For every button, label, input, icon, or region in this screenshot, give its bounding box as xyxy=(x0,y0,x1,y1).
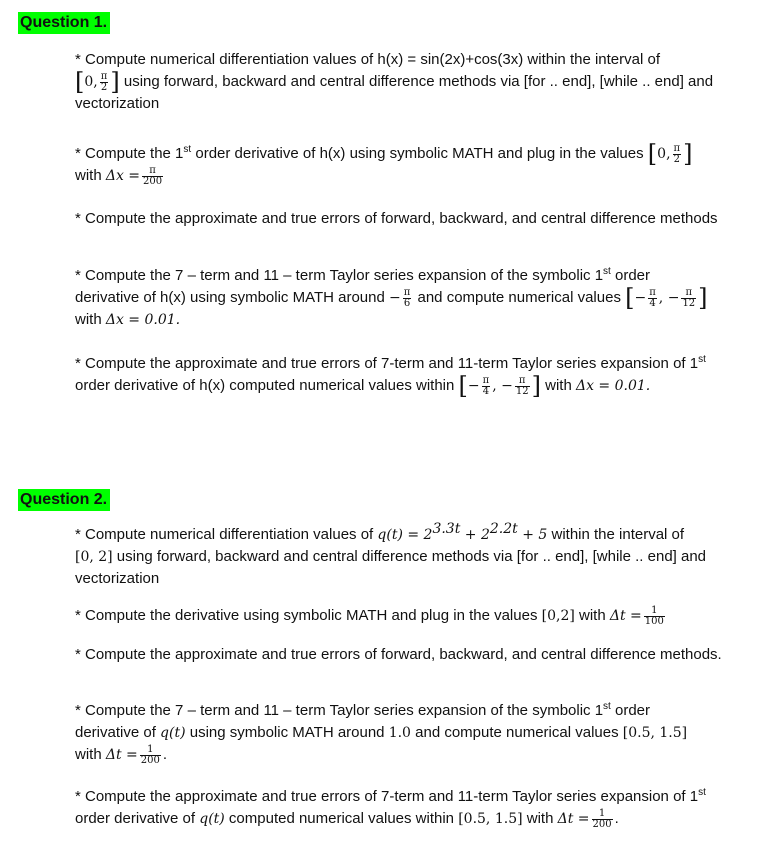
frac-den: 2 xyxy=(100,81,108,93)
q1-bullet-2 xyxy=(75,140,745,187)
q1-b2-left-bracket: [ xyxy=(647,140,658,169)
q1-b3-text: * Compute the approximate and true errors of forward, backward, and central difference methods xyxy=(75,210,718,227)
q1-b1-interval-zero: 0, xyxy=(84,74,98,90)
q2-bullet-5 xyxy=(75,786,745,830)
q1-b2-pi-over-2 xyxy=(673,144,682,165)
q1-b5-pi-over-4 xyxy=(482,376,491,397)
q1-b4-right-bracket: ] xyxy=(698,284,708,313)
q2-b5-line2b: computed numerical values within xyxy=(224,810,459,827)
frac-den: 4 xyxy=(649,297,656,309)
frac-num: π xyxy=(482,374,490,386)
q1-b4-pi-over-6 xyxy=(403,288,412,309)
q2-b5-with: with xyxy=(522,810,558,827)
q2-b2-interval: [0,2] xyxy=(541,608,575,624)
question-2-title: Question 2. xyxy=(18,489,110,511)
q1-b4-pi-over-12 xyxy=(681,288,696,309)
q2-b1-exp2: 2.2t xyxy=(489,521,518,537)
q1-b5-line2a: order derivative of h(x) computed numerical values within xyxy=(75,377,459,394)
q2-b4-1-over-200 xyxy=(140,745,161,766)
q2-b4-dt: Δt = xyxy=(105,747,138,763)
q2-b2-prefix: * Compute the derivative using symbolic MATH and plug in the values xyxy=(75,607,542,624)
q2-b4-line2c: and compute numerical values xyxy=(410,724,623,741)
q1-b5-left-bracket: [ xyxy=(458,372,468,401)
q1-b2-interval-zero: 0, xyxy=(657,146,671,162)
q2-b5-dt: Δt = xyxy=(557,811,590,827)
q1-b1-left-bracket: [ xyxy=(75,68,85,97)
q1-b2-right-bracket: ] xyxy=(683,140,693,169)
q1-b5-iv-minus: − xyxy=(467,378,480,394)
q1-b4-line3: with xyxy=(75,311,106,328)
q2-b4-interval: [0.5, 1.5] xyxy=(622,725,688,741)
frac-num: 1 xyxy=(592,809,613,820)
q2-b4-line2b: using symbolic MATH around xyxy=(185,724,389,741)
q2-b3-text: * Compute the approximate and true errors of forward, backward, and central difference methods. xyxy=(75,646,722,663)
q1-b2-pi-over-200 xyxy=(142,166,163,187)
frac-den: 200 xyxy=(592,818,612,830)
q2-b4-period: . xyxy=(162,746,168,763)
frac-num: π xyxy=(515,376,530,387)
q2-b1-prefix: * Compute numerical differentiation values of xyxy=(75,526,378,543)
q2-b4-around: 1.0 xyxy=(388,725,411,741)
q2-b1-mid: within the interval of xyxy=(547,526,685,543)
q1-b5-right-bracket: ] xyxy=(531,372,541,401)
q1-b2-sup: st xyxy=(183,144,192,155)
frac-den: 4 xyxy=(482,385,490,397)
frac-num: π xyxy=(649,286,656,298)
q1-b4-pi-over-4 xyxy=(648,288,657,309)
q2-b1-suffix: using forward, backward and central difference methods via [for .. end], [while .. end] and vectorization xyxy=(75,548,707,587)
q1-b4-line2a: derivative of h(x) using symbolic MATH around xyxy=(75,289,390,306)
q2-b4-line2a: derivative of xyxy=(75,724,161,741)
q1-bullet-4 xyxy=(75,265,745,331)
q1-b2-mid: order derivative of h(x) using symbolic MATH and plug in the values xyxy=(191,145,648,162)
q2-bullet-3 xyxy=(75,644,745,666)
q1-b4-line2b: and compute numerical values xyxy=(413,289,626,306)
q1-b1-suffix: using forward, backward and central difference methods via [for .. end], [while .. end] and vectorization xyxy=(75,73,714,112)
q2-b1-func: q(t) = 2 xyxy=(377,527,433,543)
frac-num: π xyxy=(681,288,696,299)
q1-b4-line1b: order xyxy=(610,267,651,284)
q2-b5-interval: [0.5, 1.5] xyxy=(458,811,523,827)
q1-b2-with: with xyxy=(75,167,106,184)
q1-b4-dx: Δx = 0.01. xyxy=(105,312,181,328)
q1-b5-sup: st xyxy=(698,354,706,365)
q2-bullet-2 xyxy=(75,605,745,627)
q1-b5-pi-over-12 xyxy=(515,376,530,397)
q1-b4-left-bracket: [ xyxy=(625,284,635,313)
q1-b1-prefix: * Compute numerical differentiation values of h(x) = sin(2x)+cos(3x) within the interval of xyxy=(75,51,660,68)
frac-num: π xyxy=(673,142,681,154)
q1-b1-right-bracket: ] xyxy=(110,68,120,97)
q2-b1-plus1: + 2 xyxy=(460,527,490,543)
q1-b1-pi-over-2 xyxy=(100,72,109,93)
q1-bullet-3 xyxy=(75,208,745,230)
q2-b2-with: with xyxy=(574,607,610,624)
q1-bullet-5 xyxy=(75,353,745,401)
q1-b4-iv-sep: , − xyxy=(658,290,680,306)
frac-den: 200 xyxy=(140,754,160,766)
q1-b5-iv-sep: , − xyxy=(492,378,513,394)
q1-b4-minus: − xyxy=(389,290,401,306)
q1-b4-iv-minus: − xyxy=(634,290,647,306)
q2-b1-interval: [0, 2] xyxy=(75,549,113,565)
q2-b5-sup: st xyxy=(698,787,706,798)
q2-b1-exp1: 3.3t xyxy=(432,521,461,537)
frac-den: 2 xyxy=(673,153,680,165)
frac-num: 1 xyxy=(140,745,161,756)
q1-b2-dx: Δx = xyxy=(105,168,141,184)
frac-den: 200 xyxy=(143,175,163,187)
frac-den: 12 xyxy=(515,385,529,397)
q2-b2-1-over-100 xyxy=(644,606,665,627)
q2-b4-sup: st xyxy=(603,701,611,712)
frac-num: 1 xyxy=(644,606,665,617)
q2-b4-line1a: * Compute the 7 – term and 11 – term Taylor series expansion of the symbolic 1 xyxy=(75,702,604,719)
frac-den: 100 xyxy=(644,615,664,627)
q2-b5-1-over-200 xyxy=(592,809,613,830)
q2-b4-with: with xyxy=(75,746,106,763)
question-1-title: Question 1. xyxy=(18,12,110,34)
q1-b4-sup: st xyxy=(603,266,611,277)
frac-den: 12 xyxy=(682,297,696,309)
q2-b4-line1b: order xyxy=(610,702,651,719)
q2-bullet-1 xyxy=(75,521,745,590)
q2-b1-plus2: + 5 xyxy=(517,527,548,543)
q1-b2-prefix: * Compute the 1 xyxy=(75,145,184,162)
frac-num: π xyxy=(142,166,163,177)
q2-bullet-4 xyxy=(75,700,745,766)
q2-b5-line1a: * Compute the approximate and true errors of 7-term and 11-term Taylor series expansion of 1 xyxy=(75,788,699,805)
q2-b4-func: q(t) xyxy=(160,725,186,741)
q1-b5-line1a: * Compute the approximate and true errors of 7-term and 11-term Taylor series expansion of 1 xyxy=(75,355,699,372)
q2-b5-period: . xyxy=(614,810,619,827)
frac-den: 6 xyxy=(403,297,411,309)
frac-num: π xyxy=(403,286,411,298)
q1-b5-with: with xyxy=(540,377,576,394)
q1-b4-line1a: * Compute the 7 – term and 11 – term Taylor series expansion of the symbolic 1 xyxy=(75,267,604,284)
q1-bullet-1 xyxy=(75,49,745,115)
q2-b2-dt: Δt = xyxy=(609,608,642,624)
frac-num: π xyxy=(100,70,108,82)
q1-b5-dx: Δx = 0.01. xyxy=(575,378,651,394)
q2-b5-func: q(t) xyxy=(199,811,225,827)
q2-b5-line2a: order derivative of xyxy=(75,810,200,827)
